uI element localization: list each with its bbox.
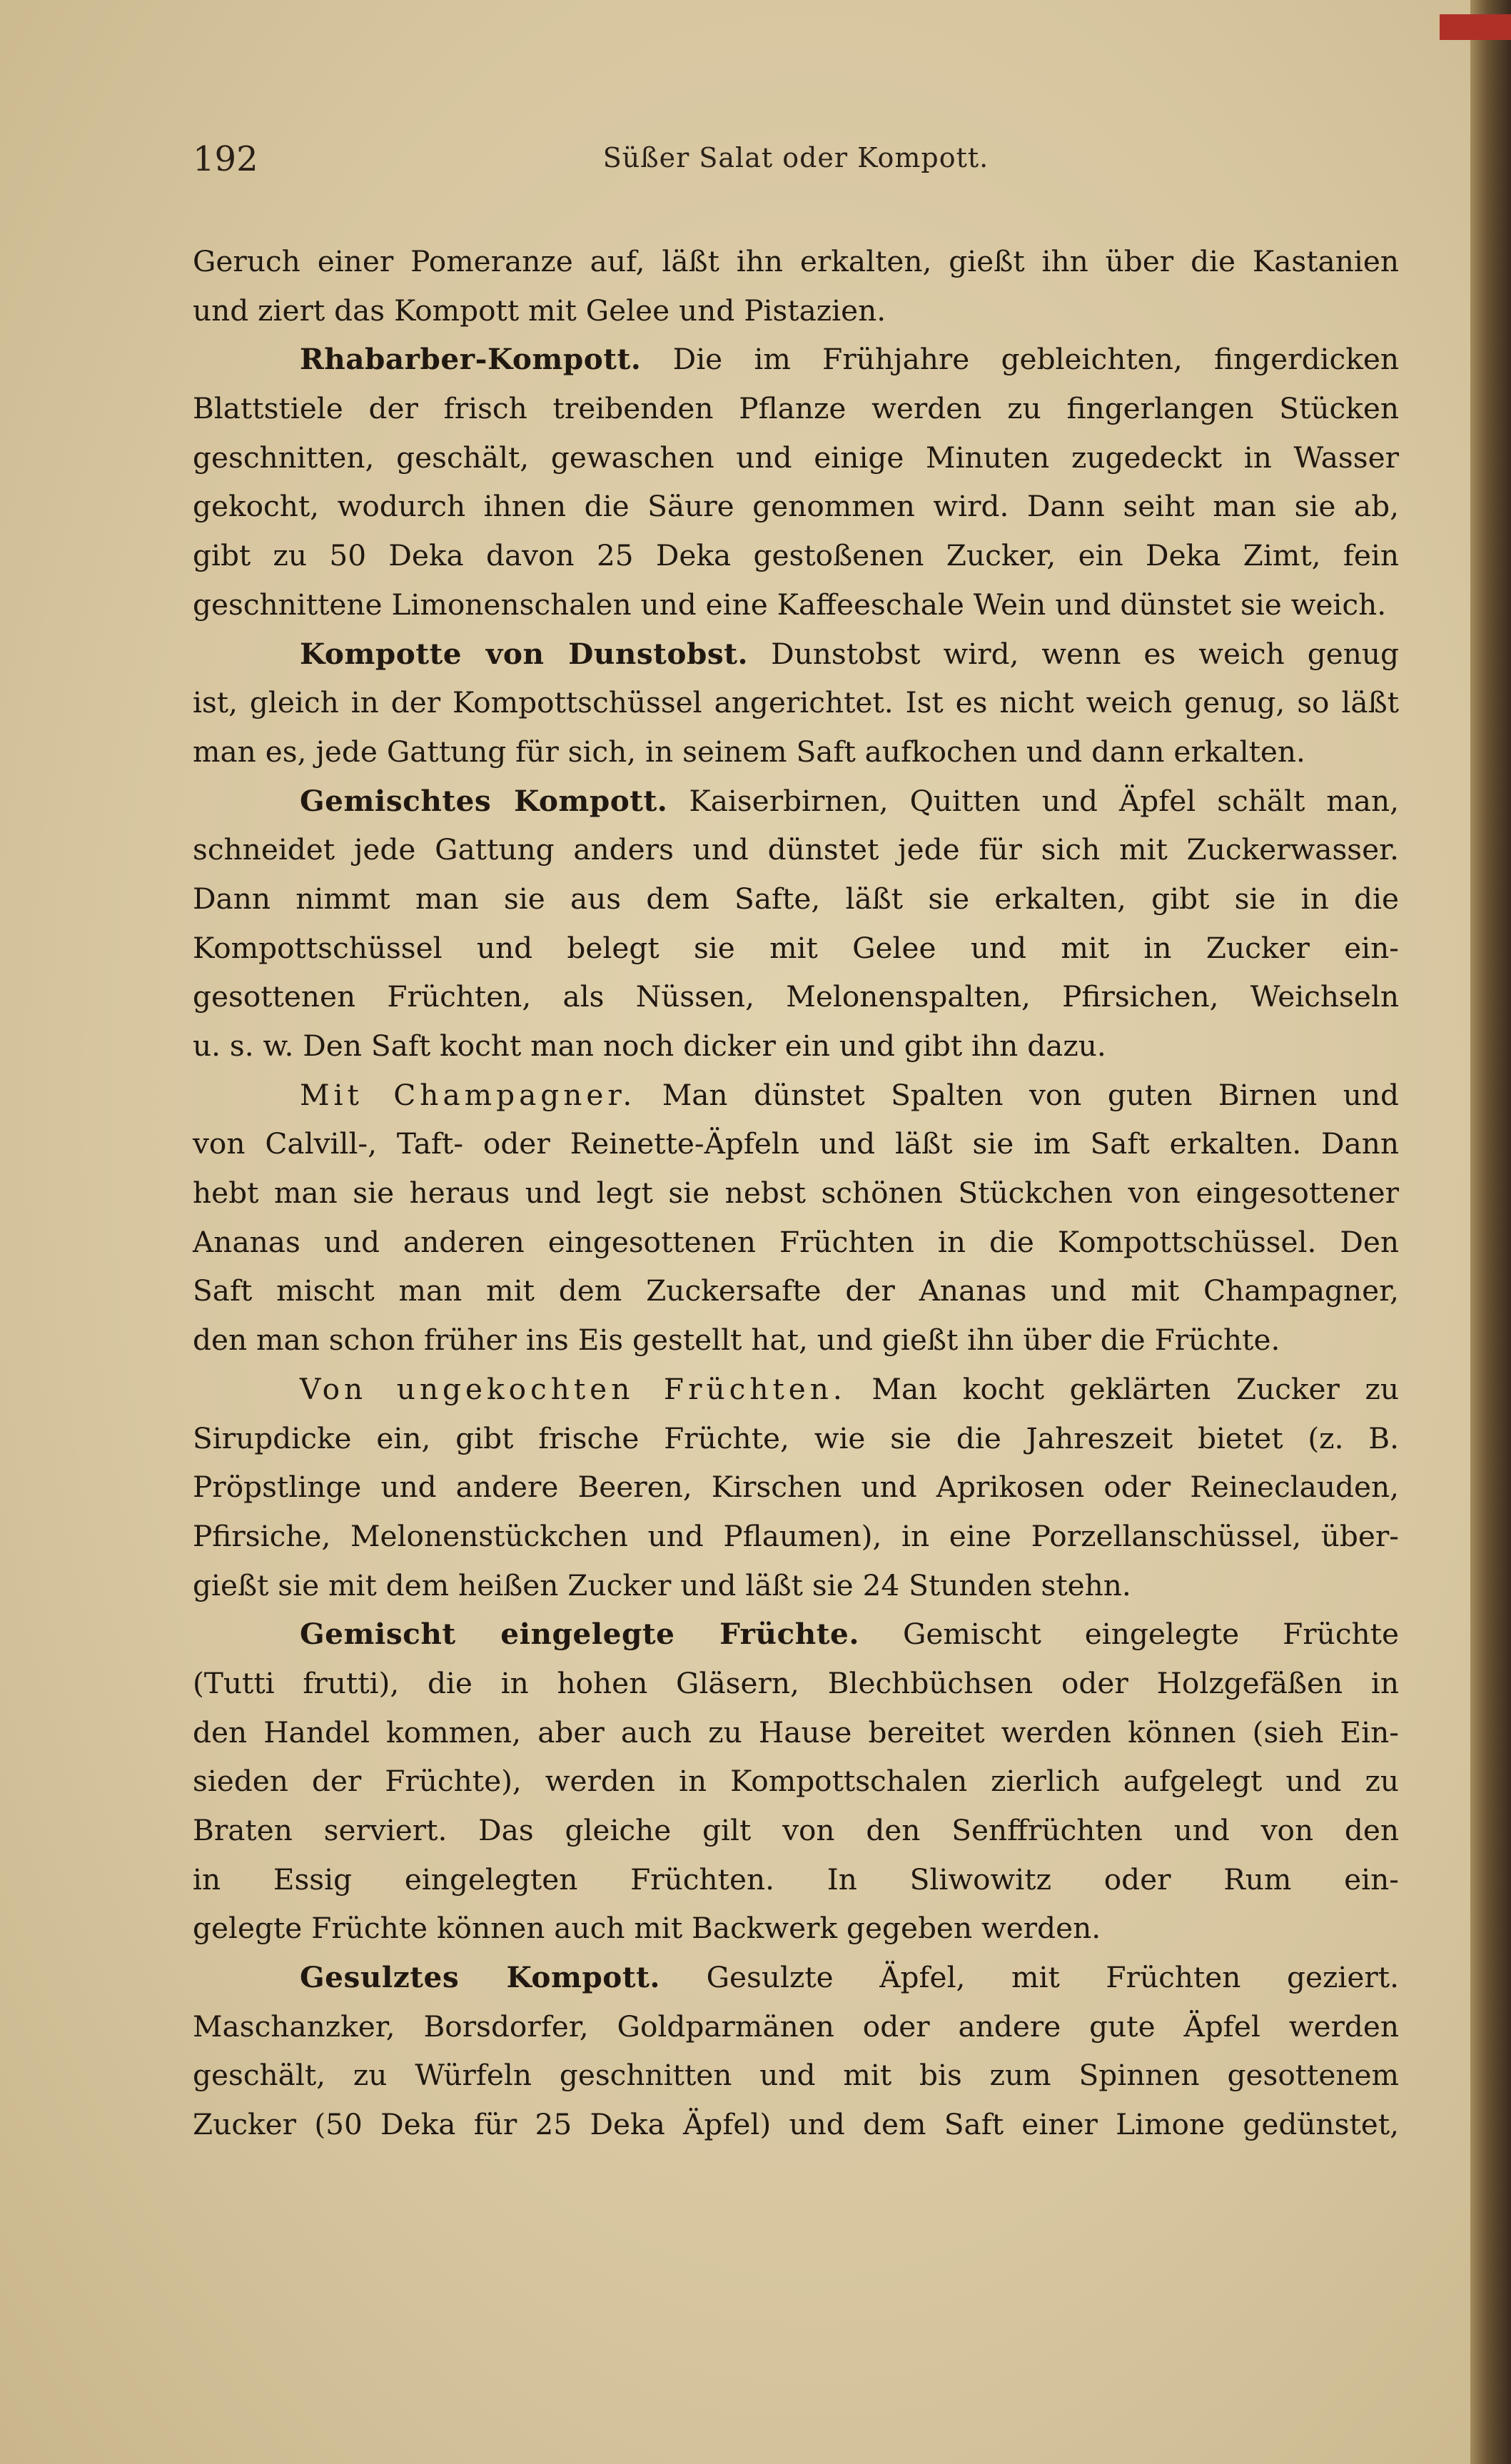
line-text: Gemischt eingelegte Früchte (902, 1617, 1399, 1652)
subsection-heading: Von ungekochten Früchten. (300, 1371, 847, 1406)
line-text: Dann nimmt man sie aus dem Safte, läßt sie erkalten, gibt sie in die (193, 881, 1399, 916)
text-line (193, 727, 1399, 777)
line-text: Zucker (50 Deka für 25 Deka Äpfel) und dem Saft einer Limone gedünstet, (193, 2107, 1399, 2142)
line-text: Pfirsiche, Melonenstückchen und Pflaumen), in eine Porzellanschüssel, über- (193, 1518, 1399, 1553)
line-text: Braten serviert. Das gleiche gilt von den Senffrüchten und von den (193, 1813, 1399, 1847)
line-text: Pröpstlinge und andere Beeren, Kirschen und Aprikosen oder Reineclauden, (193, 1470, 1399, 1505)
line-text: Dunstobst wird, wenn es weich genug (771, 636, 1399, 671)
text-line (193, 972, 1399, 1021)
line-text: Man dünstet Spalten von guten Birnen und (662, 1077, 1399, 1112)
line-text: gibt zu 50 Deka davon 25 Deka gestoßenen Zucker, ein Deka Zimt, fein (193, 538, 1399, 573)
text-line (193, 1071, 1399, 1120)
text-line (193, 1904, 1399, 1953)
text-line (193, 1266, 1399, 1316)
line-text: Man kocht geklärten Zucker zu (871, 1371, 1399, 1406)
text-line (193, 237, 1399, 286)
text-line (193, 1316, 1399, 1365)
line-text: man es, jede Gattung für sich, in seinem Saft aufkochen und dann erkalten. (193, 734, 1305, 769)
section-heading: Gesulztes Kompott. (300, 1960, 660, 1995)
line-text: den man schon früher ins Eis gestellt hat, und gießt ihn über die Früchte. (193, 1323, 1280, 1358)
line-text: Kaiserbirnen, Quitten und Äpfel schält man, (689, 783, 1399, 818)
text-line (193, 1463, 1399, 1512)
line-text: Ananas und anderen eingesottenen Früchten in die Kompottschüssel. Den (193, 1224, 1399, 1259)
line-text: in Essig eingelegten Früchten. In Sliwowitz oder Rum ein- (193, 1862, 1399, 1897)
text-line (193, 2002, 1399, 2051)
text-line (193, 1708, 1399, 1757)
line-text: schneidet jede Gattung anders und dünstet jede für sich mit Zuckerwasser. (193, 832, 1399, 867)
text-line (193, 580, 1399, 630)
text-line (193, 1512, 1399, 1561)
text-line (193, 874, 1399, 924)
text-line (193, 1021, 1399, 1071)
text-line (193, 1365, 1399, 1414)
section-heading: Gemischtes Kompott. (300, 783, 668, 818)
line-text: geschnittene Limonenschalen und eine Kaffeeschale Wein und dünstet sie weich. (193, 587, 1387, 622)
line-text: ist, gleich in der Kompottschüssel angerichtet. Ist es nicht weich genug, so läßt (193, 685, 1399, 720)
text-line (193, 482, 1399, 531)
text-line (193, 1757, 1399, 1806)
text-line (193, 1414, 1399, 1463)
text-line (193, 678, 1399, 727)
text-line (193, 1806, 1399, 1855)
line-text: geschnitten, geschält, gewaschen und einige Minuten zugedeckt in Wasser (193, 440, 1399, 475)
body-text (193, 237, 1399, 2149)
line-text: Kompottschüssel und belegt sie mit Gelee und mit in Zucker ein- (193, 930, 1399, 965)
page-number: 192 (193, 139, 258, 179)
text-line (193, 384, 1399, 433)
line-text: Blattstiele der frisch treibenden Pflanze werden zu fingerlangen Stücken (193, 391, 1399, 426)
text-line (193, 1218, 1399, 1267)
page-header (193, 139, 1399, 189)
subsection-heading: Mit Champagner. (300, 1077, 637, 1112)
running-title: Süßer Salat oder Kompott. (602, 142, 989, 173)
line-text: sieden der Früchte), werden in Kompottschalen zierlich aufgelegt und zu (193, 1764, 1399, 1799)
line-text: Gesulzte Äpfel, mit Früchten geziert. (706, 1960, 1399, 1995)
book-spine (1470, 0, 1511, 2464)
line-text: den Handel kommen, aber auch zu Hause bereitet werden können (sieh Ein- (193, 1715, 1399, 1749)
text-line (193, 1168, 1399, 1218)
text-line (193, 777, 1399, 826)
section-heading: Gemischt eingelegte Früchte. (300, 1617, 859, 1652)
bookmark-tab (1440, 14, 1511, 40)
text-line (193, 825, 1399, 874)
line-text: geschält, zu Würfeln geschnitten und mit bis zum Spinnen gesottenem (193, 2058, 1399, 2093)
line-text: Die im Frühjahre gebleichten, fingerdicken (672, 342, 1399, 377)
text-line (193, 335, 1399, 384)
text-line (193, 1610, 1399, 1659)
line-text: Geruch einer Pomeranze auf, läßt ihn erkalten, gießt ihn über die Kastanien (193, 244, 1399, 278)
text-line (193, 924, 1399, 973)
line-text: und ziert das Kompott mit Gelee und Pistazien. (193, 293, 886, 328)
line-text: von Calvill-, Taft- oder Reinette-Äpfeln und läßt sie im Saft erkalten. Dann (193, 1126, 1399, 1161)
line-text: Maschanzker, Borsdorfer, Goldparmänen oder andere gute Äpfel werden (193, 2009, 1399, 2044)
section-heading: Rhabarber-Kompott. (300, 342, 642, 377)
text-line (193, 630, 1399, 679)
text-line (193, 531, 1399, 580)
line-text: u. s. w. Den Saft kocht man noch dicker ein und gibt ihn dazu. (193, 1029, 1106, 1063)
text-line (193, 1659, 1399, 1708)
text-line (193, 1953, 1399, 2002)
text-line (193, 2100, 1399, 2149)
line-text: (Tutti frutti), die in hohen Gläsern, Blechbüchsen oder Holzgefäßen in (193, 1665, 1399, 1700)
text-line (193, 1561, 1399, 1610)
text-line (193, 433, 1399, 483)
text-line (193, 1119, 1399, 1168)
line-text: gesottenen Früchten, als Nüssen, Melonenspalten, Pfirsichen, Weichseln (193, 979, 1399, 1014)
text-line (193, 286, 1399, 335)
line-text: Sirupdicke ein, gibt frische Früchte, wie sie die Jahreszeit bietet (z. B. (193, 1420, 1399, 1455)
line-text: gelegte Früchte können auch mit Backwerk gegeben werden. (193, 1911, 1101, 1946)
text-line (193, 2051, 1399, 2100)
line-text: Saft mischt man mit dem Zuckersafte der Ananas und mit Champagner, (193, 1273, 1399, 1308)
line-text: gekocht, wodurch ihnen die Säure genommen wird. Dann seiht man sie ab, (193, 489, 1399, 524)
line-text: gießt sie mit dem heißen Zucker und läßt sie 24 Stunden stehn. (193, 1567, 1131, 1602)
text-line (193, 1855, 1399, 1904)
line-text: hebt man sie heraus und legt sie nebst schönen Stückchen von eingesottener (193, 1176, 1399, 1211)
section-heading: Kompotte von Dunstobst. (300, 636, 749, 671)
